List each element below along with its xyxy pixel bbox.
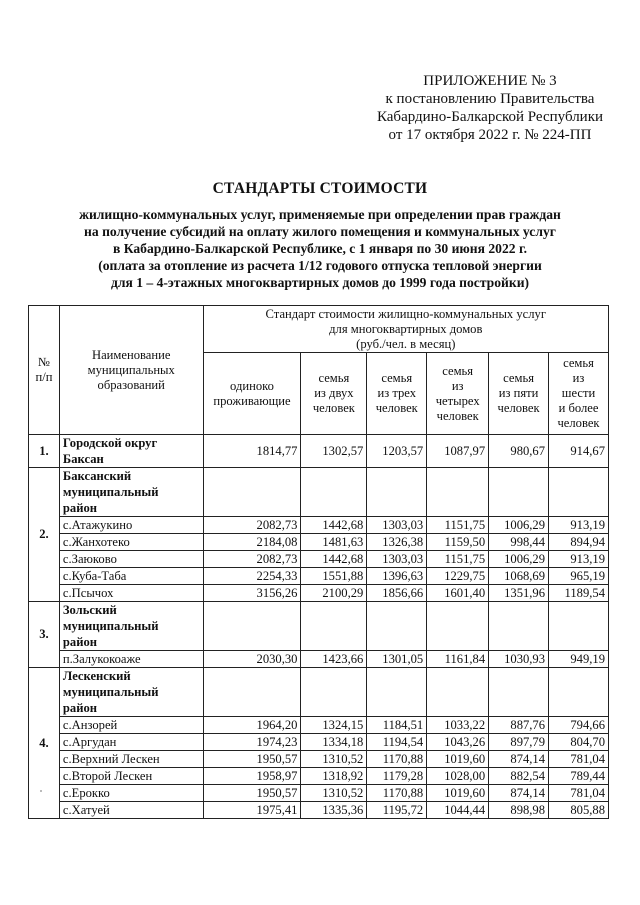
- cost-cell: 887,76: [489, 717, 549, 734]
- cost-cell: 1950,57: [203, 751, 301, 768]
- cost-cell: 874,14: [489, 751, 549, 768]
- cost-standards-table: [28, 305, 609, 819]
- header-number: № п/п: [29, 306, 60, 435]
- table-row: [29, 734, 609, 751]
- cost-cell: 1195,72: [367, 802, 427, 819]
- cost-cell: 804,70: [549, 734, 609, 751]
- table-row: [29, 534, 609, 551]
- cost-cell: 1161,84: [427, 651, 489, 668]
- empty-cell: [489, 668, 549, 717]
- table-row: [29, 468, 609, 517]
- cost-cell: 1044,44: [427, 802, 489, 819]
- settlement-name: с.Псычох: [59, 585, 203, 602]
- cost-cell: 1856,66: [367, 585, 427, 602]
- cost-cell: 1601,40: [427, 585, 489, 602]
- cost-cell: 789,44: [549, 768, 609, 785]
- cost-cell: 3156,26: [203, 585, 301, 602]
- cost-cell: 1974,23: [203, 734, 301, 751]
- cost-cell: 914,67: [549, 435, 609, 468]
- cost-cell: 794,66: [549, 717, 609, 734]
- cost-cell: 897,79: [489, 734, 549, 751]
- settlement-name: с.Ерокко: [59, 785, 203, 802]
- settlement-name: с.Аргудан: [59, 734, 203, 751]
- appendix-block: [370, 72, 610, 144]
- table-row: [29, 651, 609, 668]
- cost-cell: 1019,60: [427, 785, 489, 802]
- cost-cell: 898,98: [489, 802, 549, 819]
- district-name: Зольский муниципальный район: [59, 602, 203, 651]
- header-municipality: Наименование муниципальных образований: [59, 306, 203, 435]
- table-row: [29, 551, 609, 568]
- cost-cell: 781,04: [549, 785, 609, 802]
- cost-cell: 980,67: [489, 435, 549, 468]
- settlement-name: с.Заюково: [59, 551, 203, 568]
- subtitle-line: на получение субсидий на оплату жилого помещения и коммунальных услуг: [84, 224, 556, 239]
- cost-cell: 1310,52: [301, 785, 367, 802]
- empty-cell: [549, 668, 609, 717]
- cost-cell: 1301,05: [367, 651, 427, 668]
- header-col-two: семья из двух человек: [301, 353, 367, 435]
- cost-cell: 1019,60: [427, 751, 489, 768]
- subtitle-line: для 1 – 4-этажных многоквартирных домов до 1999 года постройки): [110, 275, 530, 290]
- cost-cell: 1189,54: [549, 585, 609, 602]
- row-number: 4.: [29, 668, 60, 819]
- settlement-name: с.Куба-Таба: [59, 568, 203, 585]
- cost-cell: 1151,75: [427, 551, 489, 568]
- cost-cell: 2100,29: [301, 585, 367, 602]
- cost-cell: 965,19: [549, 568, 609, 585]
- table-row: [29, 802, 609, 819]
- cost-cell: 1310,52: [301, 751, 367, 768]
- cost-cell: 1975,41: [203, 802, 301, 819]
- cost-cell: 1351,96: [489, 585, 549, 602]
- empty-cell: [367, 602, 427, 651]
- table-row: [29, 751, 609, 768]
- header-col-three: семья из трех человек: [367, 353, 427, 435]
- header-col-six: семья из шести и более человек: [549, 353, 609, 435]
- header-col-five: семья из пяти человек: [489, 353, 549, 435]
- cost-cell: 1303,03: [367, 517, 427, 534]
- cost-cell: 1033,22: [427, 717, 489, 734]
- table-row: [29, 785, 609, 802]
- settlement-name: с.Хатуей: [59, 802, 203, 819]
- table-row: [29, 568, 609, 585]
- cost-cell: 1442,68: [301, 551, 367, 568]
- cost-cell: 2184,08: [203, 534, 301, 551]
- cost-cell: 1324,15: [301, 717, 367, 734]
- cost-cell: 1335,36: [301, 802, 367, 819]
- settlement-name: с.Атажукино: [59, 517, 203, 534]
- empty-cell: [549, 468, 609, 517]
- scan-artifact: [40, 790, 42, 792]
- cost-cell: 1964,20: [203, 717, 301, 734]
- empty-cell: [367, 668, 427, 717]
- cost-cell: 1814,77: [203, 435, 301, 468]
- district-name: Баксанский муниципальный район: [59, 468, 203, 517]
- cost-cell: 1170,88: [367, 751, 427, 768]
- cost-cell: 1551,88: [301, 568, 367, 585]
- appendix-line: от 17 октября 2022 г. № 224-ПП: [388, 127, 592, 143]
- cost-cell: 781,04: [549, 751, 609, 768]
- empty-cell: [203, 468, 301, 517]
- empty-cell: [549, 602, 609, 651]
- row-number: 2.: [29, 468, 60, 602]
- cost-cell: 1030,93: [489, 651, 549, 668]
- cost-cell: 2254,33: [203, 568, 301, 585]
- cost-cell: 1442,68: [301, 517, 367, 534]
- cost-cell: 1006,29: [489, 517, 549, 534]
- table-row: [29, 585, 609, 602]
- cost-cell: 1028,00: [427, 768, 489, 785]
- document-subtitle: [20, 206, 620, 291]
- empty-cell: [203, 668, 301, 717]
- cost-cell: 1396,63: [367, 568, 427, 585]
- table-row: [29, 602, 609, 651]
- cost-cell: 1481,63: [301, 534, 367, 551]
- header-col-four: семья из четырех человек: [427, 353, 489, 435]
- cost-cell: 2082,73: [203, 517, 301, 534]
- empty-cell: [301, 602, 367, 651]
- settlement-name: с.Анзорей: [59, 717, 203, 734]
- subtitle-line: (оплата за отопление из расчета 1/12 годового отпуска тепловой энергии: [98, 258, 542, 273]
- settlement-name: с.Второй Лескен: [59, 768, 203, 785]
- cost-cell: 913,19: [549, 517, 609, 534]
- settlement-name: с.Верхний Лескен: [59, 751, 203, 768]
- cost-cell: 1179,28: [367, 768, 427, 785]
- table-row: [29, 768, 609, 785]
- cost-cell: 913,19: [549, 551, 609, 568]
- empty-cell: [427, 602, 489, 651]
- empty-cell: [489, 468, 549, 517]
- cost-cell: 1303,03: [367, 551, 427, 568]
- empty-cell: [489, 602, 549, 651]
- cost-cell: 894,94: [549, 534, 609, 551]
- settlement-name: с.Жанхотеко: [59, 534, 203, 551]
- cost-cell: 1203,57: [367, 435, 427, 468]
- cost-cell: 1229,75: [427, 568, 489, 585]
- cost-cell: 1151,75: [427, 517, 489, 534]
- cost-cell: 2030,30: [203, 651, 301, 668]
- cost-cell: 1043,26: [427, 734, 489, 751]
- settlement-name: п.Залукокоаже: [59, 651, 203, 668]
- table-row: [29, 668, 609, 717]
- empty-cell: [427, 668, 489, 717]
- table-row: [29, 517, 609, 534]
- subtitle-line: в Кабардино-Балкарской Республике, с 1 января по 30 июня 2022 г.: [112, 241, 528, 256]
- cost-cell: 882,54: [489, 768, 549, 785]
- document-title: СТАНДАРТЫ СТОИМОСТИ: [212, 180, 428, 197]
- empty-cell: [301, 668, 367, 717]
- appendix-line: к постановлению Правительства: [385, 91, 595, 107]
- empty-cell: [427, 468, 489, 517]
- cost-cell: 1334,18: [301, 734, 367, 751]
- empty-cell: [367, 468, 427, 517]
- cost-cell: 1159,50: [427, 534, 489, 551]
- cost-cell: 998,44: [489, 534, 549, 551]
- cost-cell: 949,19: [549, 651, 609, 668]
- appendix-title: ПРИЛОЖЕНИЕ № 3: [423, 73, 557, 89]
- table-row: [29, 717, 609, 734]
- empty-cell: [301, 468, 367, 517]
- cost-cell: 1194,54: [367, 734, 427, 751]
- appendix-line: Кабардино-Балкарской Республики: [376, 109, 604, 125]
- cost-cell: 1087,97: [427, 435, 489, 468]
- cost-cell: 1958,97: [203, 768, 301, 785]
- cost-cell: 874,14: [489, 785, 549, 802]
- cost-cell: 1006,29: [489, 551, 549, 568]
- cost-cell: 1170,88: [367, 785, 427, 802]
- cost-cell: 1326,38: [367, 534, 427, 551]
- cost-cell: 1950,57: [203, 785, 301, 802]
- header-group: Стандарт стоимости жилищно-коммунальных услуг для многоквартирных домов (руб./чел. в месяц): [203, 306, 608, 353]
- cost-cell: 805,88: [549, 802, 609, 819]
- cost-cell: 2082,73: [203, 551, 301, 568]
- subtitle-line: жилищно-коммунальных услуг, применяемые при определении прав граждан: [79, 207, 561, 222]
- cost-cell: 1302,57: [301, 435, 367, 468]
- header-col-single: одиноко проживающие: [203, 353, 301, 435]
- row-number: 3.: [29, 602, 60, 668]
- table-row: [29, 435, 609, 468]
- cost-cell: 1068,69: [489, 568, 549, 585]
- cost-cell: 1423,66: [301, 651, 367, 668]
- cost-cell: 1184,51: [367, 717, 427, 734]
- row-number: 1.: [29, 435, 60, 468]
- cost-cell: 1318,92: [301, 768, 367, 785]
- empty-cell: [203, 602, 301, 651]
- district-name: Лескенский муниципальный район: [59, 668, 203, 717]
- district-name: Городской округ Баксан: [59, 435, 203, 468]
